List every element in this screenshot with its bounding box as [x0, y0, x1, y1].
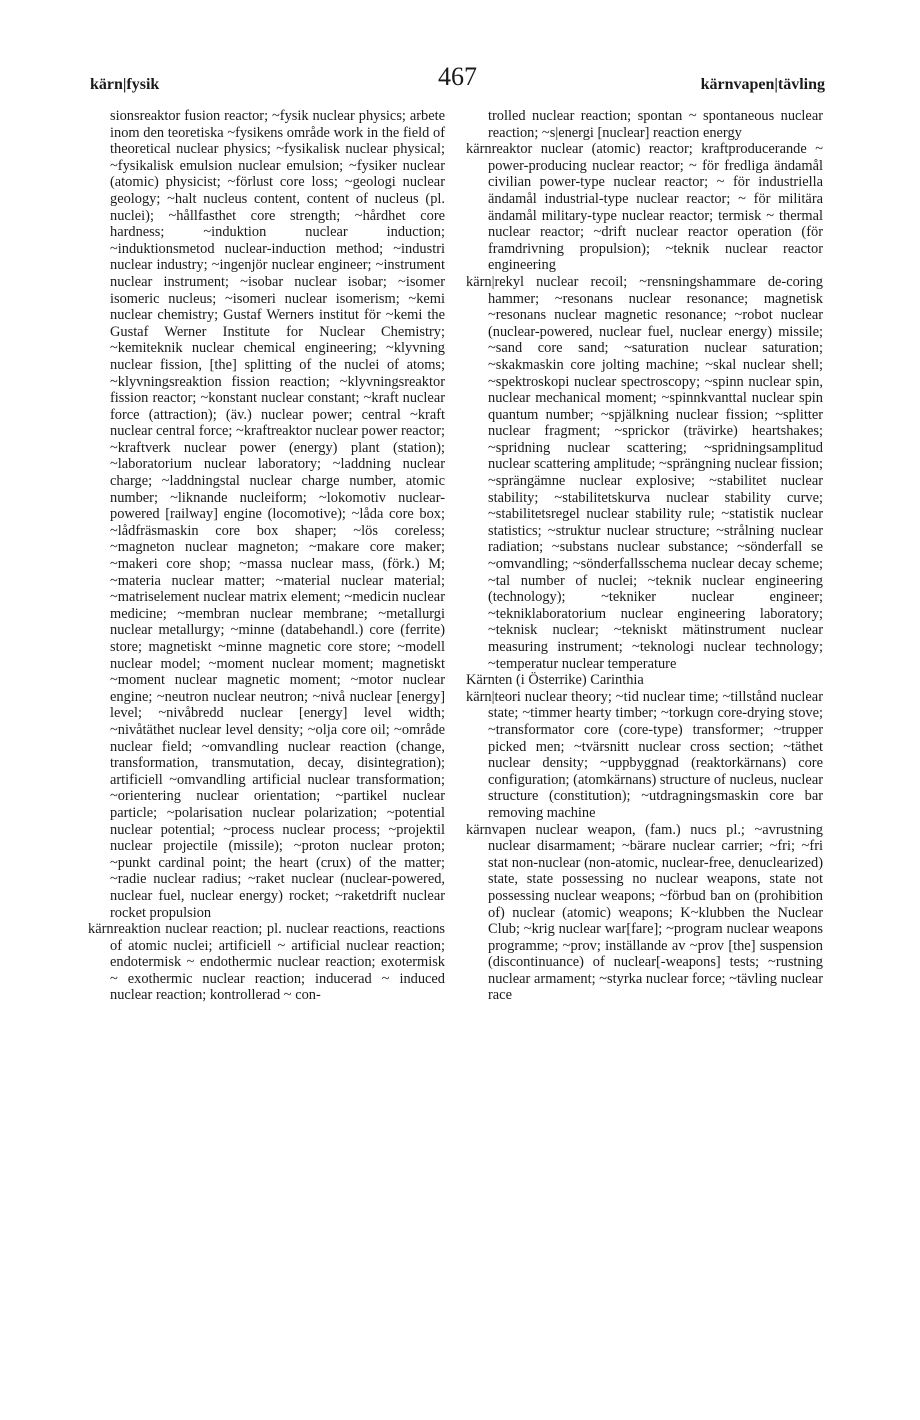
- page-header: [90, 62, 825, 106]
- entry-karnreaktor: kärnreaktor nuclear (atomic) reactor; kraftproducerande ~ power-producing nuclear reactor; ~ för fredliga ändamål civilian power-type nuclear reactor; ~ för industriella ändamål industrial-type nuclear reactor; ~ för militära ändamål military-type nuclear reactor; termisk ~ thermal nuclear reactor; ~drift nuclear reactor operation (för framdrivning propulsion); ~teknik nuclear reactor engineering: [466, 141, 823, 274]
- entry-continuation: sionsreaktor fusion reactor; ~fysik nuclear physics; arbete inom den teoretiska ~fysikens område work in the field of theoretical nuclear physics; ~fysikalisk nuclear physical; ~fysikalisk emulsion nuclear emulsion; ~fysiker nuclear (atomic) physicist; ~förlust core loss; ~geologi nuclear geology; ~halt nucleus content, content of nucleus (pl. nuclei); ~hållfasthet core strength; ~hårdhet core hardness; ~induktion nuclear induction; ~induktionsmetod nuclear-induction method; ~industri nuclear industry; ~ingenjör nuclear engineer; ~instrument nuclear instrument; ~isobar nuclear isobar; ~isomer isomeric nucleus; ~isomeri nuclear isomerism; ~kemi nuclear chemistry; Gustaf Werners institut för ~kemi the Gustaf Werner Institute for Nuclear Chemistry; ~kemiteknik nuclear chemical engineering; ~klyvning nuclear fission, [the] splitting of the nuclei of atoms; ~klyvningsreaktion fission reaction; ~klyvningsreaktor fission reactor; ~konstant nuclear constant; ~kraft nuclear force (attraction); (äv.) nuclear power; central ~kraft nuclear central force; ~kraftreaktor nuclear power reactor; ~kraftverk nuclear power (energy) plant (station); ~laboratorium nuclear laboratory; ~laddning nuclear charge; ~laddningstal nuclear charge number, atomic number; ~liknande nucleiform; ~lokomotiv nuclear-powered [railway] engine (locomotive); ~låda core box; ~lådfräsmaskin core box shaper; ~lös coreless; ~magneton nuclear magneton; ~makare core maker; ~makeri core shop; ~massa nuclear mass, (förk.) M; ~materia nuclear matter; ~material nuclear material; ~matriselement nuclear matrix element; ~medicin nuclear medicine; ~membran nuclear membrane; ~metallurgi nuclear metallurgy; ~minne (databehandl.) core (ferrite) store; magnetiskt ~minne magnetic core store; ~modell nuclear model; ~moment nuclear moment; magnetiskt ~moment nuclear magnetic moment; ~motor nuclear engine; ~neutron nuclear neutron; ~nivå nuclear [energy] level; ~nivåbredd nuclear [energy] level width; ~nivåtäthet nuclear level density; ~olja core oil; ~område nuclear field; ~omvandling nuclear reaction (change, transformation, transmutation, decay, disintegration); artificiell ~omvandling artificial nuclear transformation; ~orientering nuclear orientation; ~partikel nuclear particle; ~polarisation nuclear polarization; ~potential nuclear potential; ~process nuclear process; ~projektil nuclear projectile (missile); ~proton nuclear proton; ~punkt cardinal point; the heart (crux) of the matter; ~radie nuclear radius; ~raket nuclear (nuclear-powered, nuclear fuel, nuclear energy) rocket; ~raketdrift nuclear rocket propulsion: [110, 108, 445, 921]
- left-column: [88, 108, 445, 1268]
- right-guide-word: kärnvapen|tävling: [700, 76, 825, 93]
- entry-karnteori: kärn|teori nuclear theory; ~tid nuclear time; ~tillstånd nuclear state; ~timmer hearty timber; ~torkugn core-drying stove; ~transformator core (core-type) transformer; ~trupper picked men; ~tvärsnitt nuclear cross section; ~täthet nuclear density; ~uppbyggnad (reaktorkärnans) core configuration; (atomkärnans) structure of nucleus, nuclear structure (constitution); ~utdragningsmaskin core bar removing machine: [466, 688, 823, 821]
- right-column: [466, 108, 823, 1268]
- left-guide-word: kärn|fysik: [90, 76, 160, 93]
- entry-karnrekyl: kärn|rekyl nuclear recoil; ~rensningshammare de-coring hammer; ~resonans nuclear resonance; magnetisk ~resonans nuclear magnetic resonance; ~robot nuclear (nuclear-powered, nuclear fuel, nuclear energy) missile; ~sand core sand; ~saturation nuclear saturation; ~skakmaskin core jolting machine; ~skal nuclear shell; ~spektroskopi nuclear spectroscopy; ~spinn nuclear spin, nuclear mechanical moment; ~spinnkvanttal nuclear spin quantum number; ~spjälkning nuclear fission; ~splitter nuclear fragment; ~sprickor (trävirke) heartshakes; ~spridning nuclear scattering; ~spridningsamplitud nuclear scattering amplitude; ~sprängning nuclear fission; ~sprängämne nuclear explosive; ~stabilitet nuclear stability; ~stabilitetskurva nuclear stability curve; ~stabilitetsregel nuclear stability rule; ~statistik nuclear statistics; ~struktur nuclear structure; ~strålning nuclear radiation; ~substans nuclear substance; ~sönderfall se ~omvandling; ~sönderfallsschema nuclear decay scheme; ~tal number of nuclei; ~teknik nuclear engineering (technology); ~tekniker nuclear engineer; ~tekniklaboratorium nuclear engineering laboratory; ~teknisk nuclear; ~tekniskt mätinstrument nuclear measuring instrument; ~teknologi nuclear technology; ~temperatur nuclear temperature: [466, 273, 823, 672]
- page-number: 467: [438, 62, 477, 91]
- entry-karnreaktion: kärnreaktion nuclear reaction; pl. nuclear reactions, reactions of atomic nuclei; artificiell ~ artificial nuclear reaction; endotermisk ~ endothermic nuclear reaction; exotermisk ~ exothermic nuclear reaction; inducerad ~ induced nuclear reaction; kontrollerad ~ con-: [88, 921, 445, 1004]
- entry-karnten: Kärnten (i Österrike) Carinthia: [466, 672, 644, 689]
- entry-continuation: trolled nuclear reaction; spontan ~ spontaneous nuclear reaction; ~s|energi [nuclear] reaction energy: [488, 108, 823, 141]
- dictionary-columns: [88, 108, 823, 1268]
- entry-karnvapen: kärnvapen nuclear weapon, (fam.) nucs pl.; ~avrustning nuclear disarmament; ~bärare nuclear carrier; ~fri; ~fri stat non-nuclear (non-atomic, nuclear-free, denuclearized) state, state possessing no nuclear weapons, state not possessing nuclear weapons; ~förbud ban on (prohibition of) nuclear (atomic) weapons; K~klubben the Nuclear Club; ~krig nuclear war[fare]; ~program nuclear weapons programme; ~prov; inställande av ~prov [the] suspension (discontinuance) of nuclear[-weapons] tests; ~rustning nuclear armament; ~styrka nuclear force; ~tävling nuclear race: [466, 821, 823, 1004]
